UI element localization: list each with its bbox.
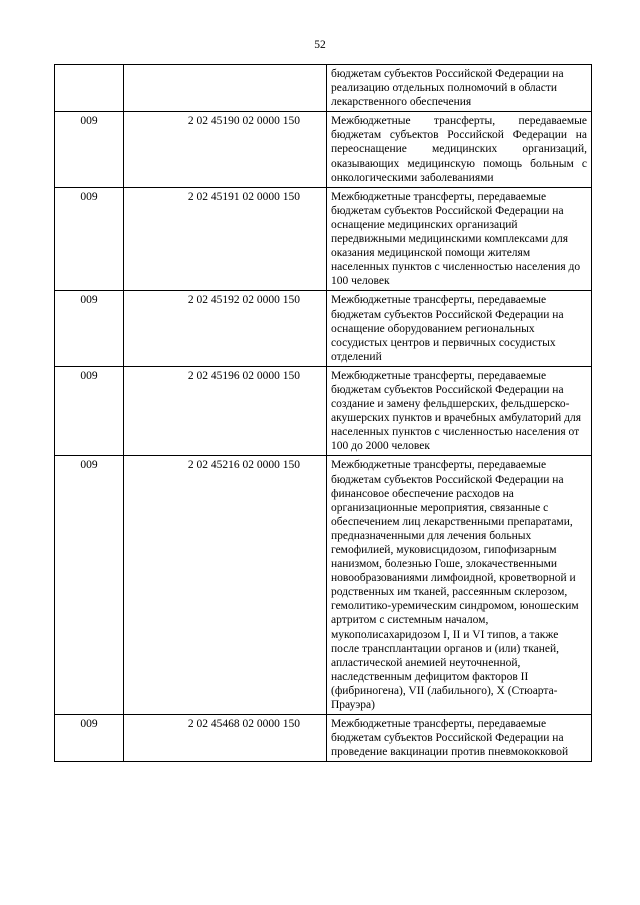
budget-code-cell: 2 02 45191 02 0000 150: [124, 187, 327, 291]
admin-code-cell: [55, 65, 124, 112]
budget-code-cell: [124, 65, 327, 112]
page-number: 52: [314, 39, 326, 51]
table-row: [55, 291, 592, 366]
admin-code-cell: 009: [55, 715, 124, 762]
description-cell: Межбюджетные трансферты, передаваемые бюджетам субъектов Российской Федерации на создание и замену фельдшерских, фельдшерско-акушерских пунктов и врачебных амбулаторий для населенных пунктов с численностью населения от 100 до 2000 человек: [327, 366, 592, 456]
table-body: [55, 65, 592, 762]
table-row: [55, 65, 592, 112]
admin-code-cell: 009: [55, 456, 124, 715]
budget-code-cell: 2 02 45468 02 0000 150: [124, 715, 327, 762]
description-cell: Межбюджетные трансферты, передаваемые бюджетам субъектов Российской Федерации на оснащение медицинских организаций передвижными медицинскими комплексами для оказания медицинской помощи жителям населенных пунктов с численностью населения до 100 человек: [327, 187, 592, 291]
table-row: [55, 715, 592, 762]
table-row: [55, 112, 592, 187]
table-row: [55, 366, 592, 456]
description-cell: Межбюджетные трансферты, передаваемые бюджетам субъектов Российской Федерации на оснащение оборудованием региональных сосудистых центров и первичных сосудистых отделений: [327, 291, 592, 366]
admin-code-cell: 009: [55, 187, 124, 291]
table-row: [55, 187, 592, 291]
table-row: [55, 456, 592, 715]
description-cell: Межбюджетные трансферты, передаваемые бюджетам субъектов Российской Федерации на переоснащение медицинских организаций, оказывающих медицинскую помощь больным с онкологическими заболеваниями: [327, 112, 592, 187]
budget-code-cell: 2 02 45190 02 0000 150: [124, 112, 327, 187]
admin-code-cell: 009: [55, 366, 124, 456]
admin-code-cell: 009: [55, 112, 124, 187]
description-cell: Межбюджетные трансферты, передаваемые бюджетам субъектов Российской Федерации на финансовое обеспечение расходов на организационные мероприятия, связанные с обеспечением лиц лекарственными препаратами, предназначенными для лечения больных гемофилией, муковисцидозом, гипофизарным нанизмом, болезнью Гоше, злокачественными новообразованиями лимфоидной, кроветворной и родственных им тканей, рассеянным склерозом, гемолитико-уремическим синдромом, юношеским артритом с системным началом, мукополисахаридозом I, II и VI типов, а также после трансплантации органов и (или) тканей, апластической анемией неуточненной, наследственным дефицитом факторов II (фибриногена), VII (лабильного), X (Стюарта-Прауэра): [327, 456, 592, 715]
description-cell: Межбюджетные трансферты, передаваемые бюджетам субъектов Российской Федерации на проведение вакцинации против пневмококковой: [327, 715, 592, 762]
budget-codes-table: [54, 64, 592, 762]
budget-code-cell: 2 02 45216 02 0000 150: [124, 456, 327, 715]
budget-code-cell: 2 02 45196 02 0000 150: [124, 366, 327, 456]
description-cell: бюджетам субъектов Российской Федерации на реализацию отдельных полномочий в области лекарственного обеспечения: [327, 65, 592, 112]
admin-code-cell: 009: [55, 291, 124, 366]
budget-code-cell: 2 02 45192 02 0000 150: [124, 291, 327, 366]
